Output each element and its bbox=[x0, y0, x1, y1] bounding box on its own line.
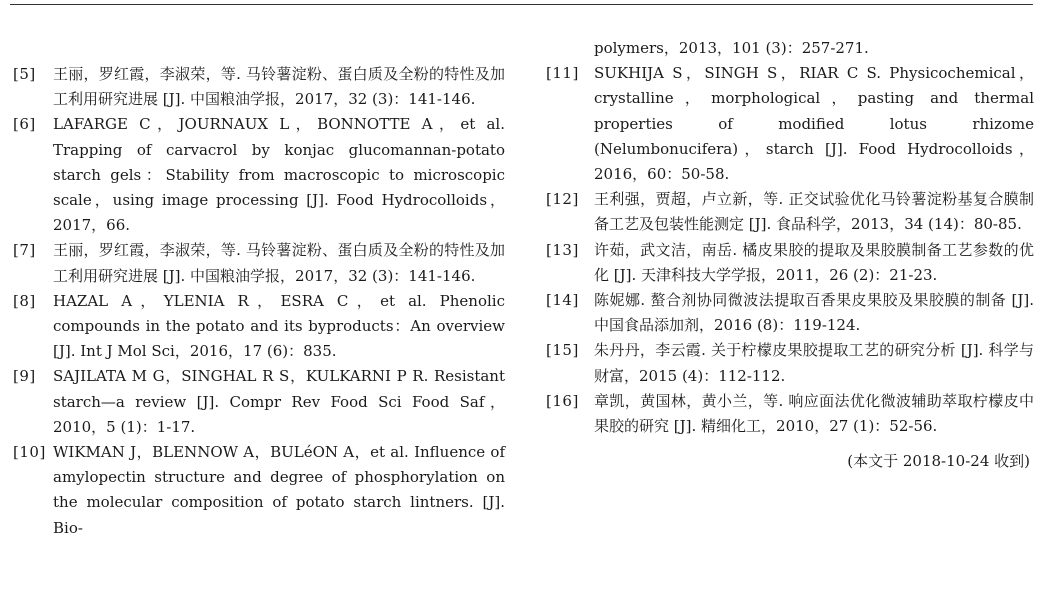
reference-item bbox=[13, 289, 505, 365]
reference-text: 朱丹丹，李云霞. 关于柠檬皮果胶提取工艺的研究分析 [J]. 科学与财富，2015 (4)：112-112. bbox=[594, 341, 1034, 385]
reference-number: [12] bbox=[546, 190, 579, 209]
reference-text: SUKHIJA S，SINGH S，RIAR C S. Physicochemical，crystalline，morphological，pasting and thermal properties of modified lotus rhizome (Nelumbonucifera)，starch [J]. Food Hydrocolloids，2016，60：50-58. bbox=[594, 64, 1034, 184]
reference-text: SAJILATA M G，SINGHAL R S，KULKARNI P R. Resistant starch—a review [J]. Compr Rev Food Sci Food Saf，2010，5 (1)：1-17. bbox=[53, 367, 505, 436]
reference-number: [8] bbox=[13, 291, 36, 310]
reference-item bbox=[13, 112, 505, 238]
reference-text: 许茹，武文洁，南岳. 橘皮果胶的提取及果胶膜制备工艺参数的优化 [J]. 天津科技大学学报，2011，26 (2)：21-23. bbox=[594, 240, 1034, 284]
reference-number: [5] bbox=[13, 65, 36, 83]
reference-text: WIKMAN J，BLENNOW A，BULéON A，et al. Influence of amylopectin structure and degree of phosphorylation on the molecular composition of potato starch lintners. [J]. Bio- bbox=[53, 443, 505, 537]
reference-number: [15] bbox=[546, 341, 579, 360]
reference-text: 王丽，罗红霞，李淑荣，等. 马铃薯淀粉、蛋白质及全粉的特性及加工利用研究进展 [J]. 中国粮油学报，2017，32 (3)：141-146. bbox=[53, 241, 505, 285]
reference-item bbox=[13, 62, 505, 112]
reference-number: [13] bbox=[546, 240, 579, 259]
reference-number: [14] bbox=[546, 291, 579, 310]
header-rule bbox=[10, 4, 1033, 5]
reference-item bbox=[13, 440, 505, 541]
reference-number: [16] bbox=[546, 391, 579, 410]
reference-item bbox=[546, 187, 1034, 237]
reference-item bbox=[546, 389, 1034, 439]
reference-text: 王丽，罗红霞，李淑荣，等. 马铃薯淀粉、蛋白质及全粉的特性及加工利用研究进展 [J]. 中国粮油学报，2017，32 (3)：141-146. bbox=[53, 65, 505, 109]
reference-text: HAZAL A，YLENIA R，ESRA C，et al. Phenolic compounds in the potato and its byproducts：An overview [J]. Int J Mol Sci，2016，17 (6)：835. bbox=[53, 291, 505, 361]
references-right-column bbox=[546, 36, 1034, 474]
reference-number: [7] bbox=[13, 241, 36, 260]
reference-text: 章凯，黄国林，黄小兰，等. 响应面法优化微波辅助萃取柠檬皮中果胶的研究 [J]. 精细化工，2010，27 (1)：52-56. bbox=[594, 391, 1034, 436]
reference-item bbox=[546, 238, 1034, 288]
reference-text: 陈妮娜. 螯合剂协同微波法提取百香果皮果胶及果胶膜的制备 [J]. 中国食品添加剂，2016 (8)：119-124. bbox=[594, 291, 1034, 335]
reference-number: [6] bbox=[13, 115, 36, 134]
reference-number: [10] bbox=[13, 443, 46, 462]
received-date-note: (本文于 2018-10-24 收到) bbox=[847, 452, 1030, 471]
reference-item bbox=[13, 364, 505, 440]
reference-number: [9] bbox=[13, 367, 36, 386]
reference-continuation: polymers，2013，101 (3)：257-271. bbox=[594, 39, 869, 57]
reference-item bbox=[13, 238, 505, 288]
references-left-column bbox=[13, 62, 505, 541]
reference-text: 王利强，贾超，卢立新，等. 正交试验优化马铃薯淀粉基复合膜制备工艺及包装性能测定 [J]. 食品科学，2013，34 (14)：80-85. bbox=[594, 190, 1034, 234]
reference-text: LAFARGE C，JOURNAUX L，BONNOTTE A，et al. Trapping of carvacrol by konjac glucomannan-potato starch gels：Stability from macroscopic to microscopic scale，using image processing [J]. Food Hydrocolloids，2017，66. bbox=[53, 115, 505, 235]
reference-number: [11] bbox=[546, 64, 579, 83]
reference-item bbox=[546, 288, 1034, 338]
reference-item bbox=[546, 61, 1034, 187]
reference-item bbox=[546, 338, 1034, 388]
